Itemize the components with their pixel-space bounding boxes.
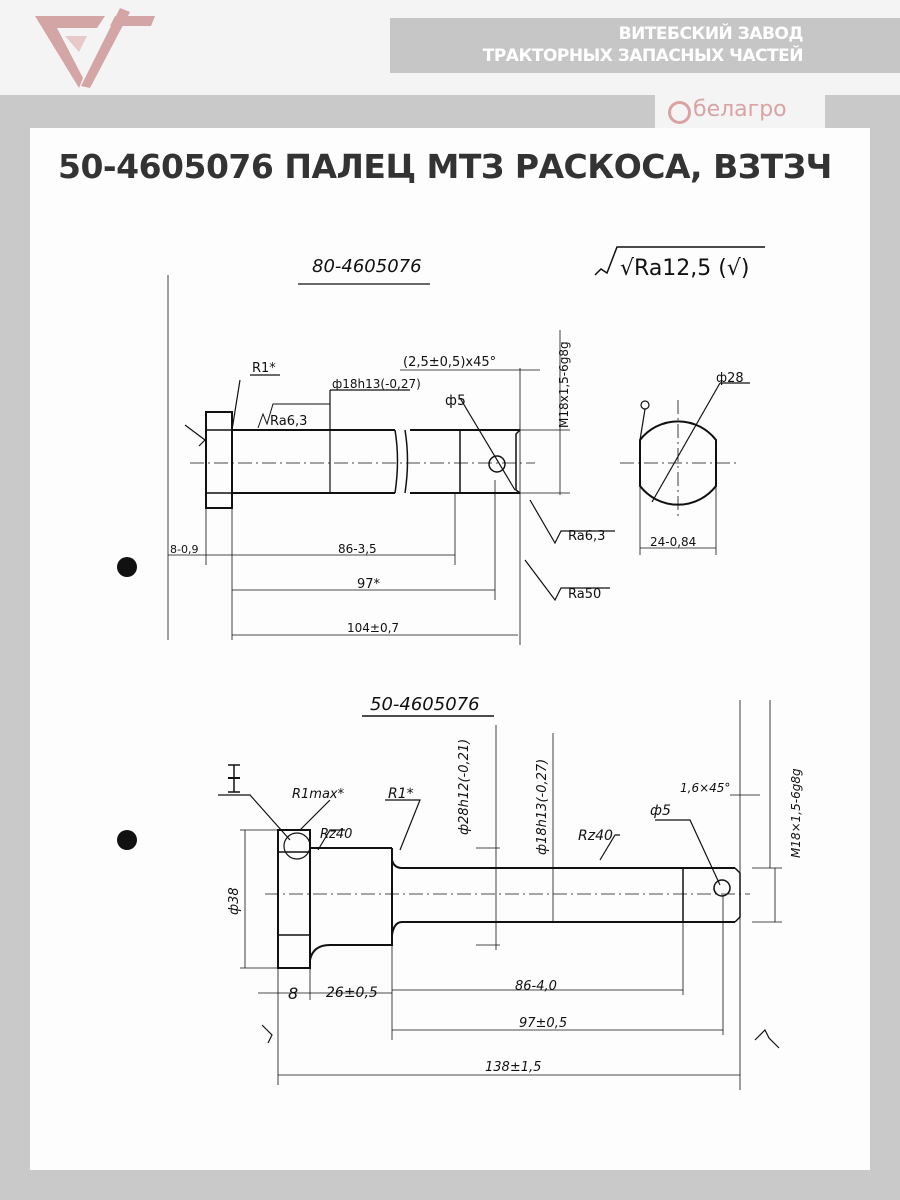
part-number-2: 50-4605076 [370,694,480,715]
d38-label: ф38 [227,887,242,915]
drawing-1 [168,247,765,645]
radius-label-2: R1* [388,786,414,802]
d28-label-2: ф28h12(-0,21) [457,738,472,835]
chamfer-label-2: 1,6×45° [680,781,731,795]
dim-86: 86-3,5 [338,542,377,556]
dim-97: 97* [357,577,381,592]
radius-label: R1* [252,361,276,376]
dim-138: 138±1,5 [485,1060,542,1075]
dim-head: 8-0,9 [170,543,199,556]
dim-97-2: 97±0,5 [519,1016,568,1031]
dim-26: 26±0,5 [326,985,378,1001]
roughness-shaft-2: Rz40 [578,828,613,844]
dim-24: 24-0,84 [650,535,697,549]
hole-label-2: ф5 [650,803,671,819]
dim-104: 104±0,7 [347,621,400,635]
dim-86-2: 86-4,0 [515,979,557,994]
diameter-label: ф18h13(-0,27) [332,377,421,391]
chamfer-label: (2,5±0,5)x45° [403,355,497,370]
drawing-2 [218,700,782,1090]
roughness-face: Ra50 [568,587,602,602]
product-title: 50-4605076 ПАЛЕЦ МТЗ РАСКОСА, ВЗТЗЧ [58,147,832,186]
hole-label: ф5 [445,393,466,409]
company-name-line2: ТРАКТОРНЫХ ЗАПАСНЫХ ЧАСТЕЙ [482,46,803,66]
d28-label: ф28 [716,371,744,386]
section-mark: I [220,790,221,791]
radius-max-label: R1max* [292,787,345,802]
roughness-head: Rz40 [320,827,353,842]
d18-label-2: ф18h13(-0,27) [535,758,550,855]
bullet-mark [117,830,137,850]
dim-8: 8 [288,984,299,1003]
roughness-end: Ra6,3 [568,529,606,544]
bullet-mark [117,557,137,577]
part-number-1: 80-4605076 [312,256,422,277]
thread-label-2: M18×1,5-6g8g [789,768,803,858]
roughness-shaft: Ra6,3 [270,414,308,429]
brand-name: белагро [693,97,787,122]
general-roughness: √Ra12,5 (√) [620,256,750,281]
company-name-line1: ВИТЕБСКИЙ ЗАВОД [618,24,803,44]
thread-label: M18x1,5-6g8g [557,341,571,428]
